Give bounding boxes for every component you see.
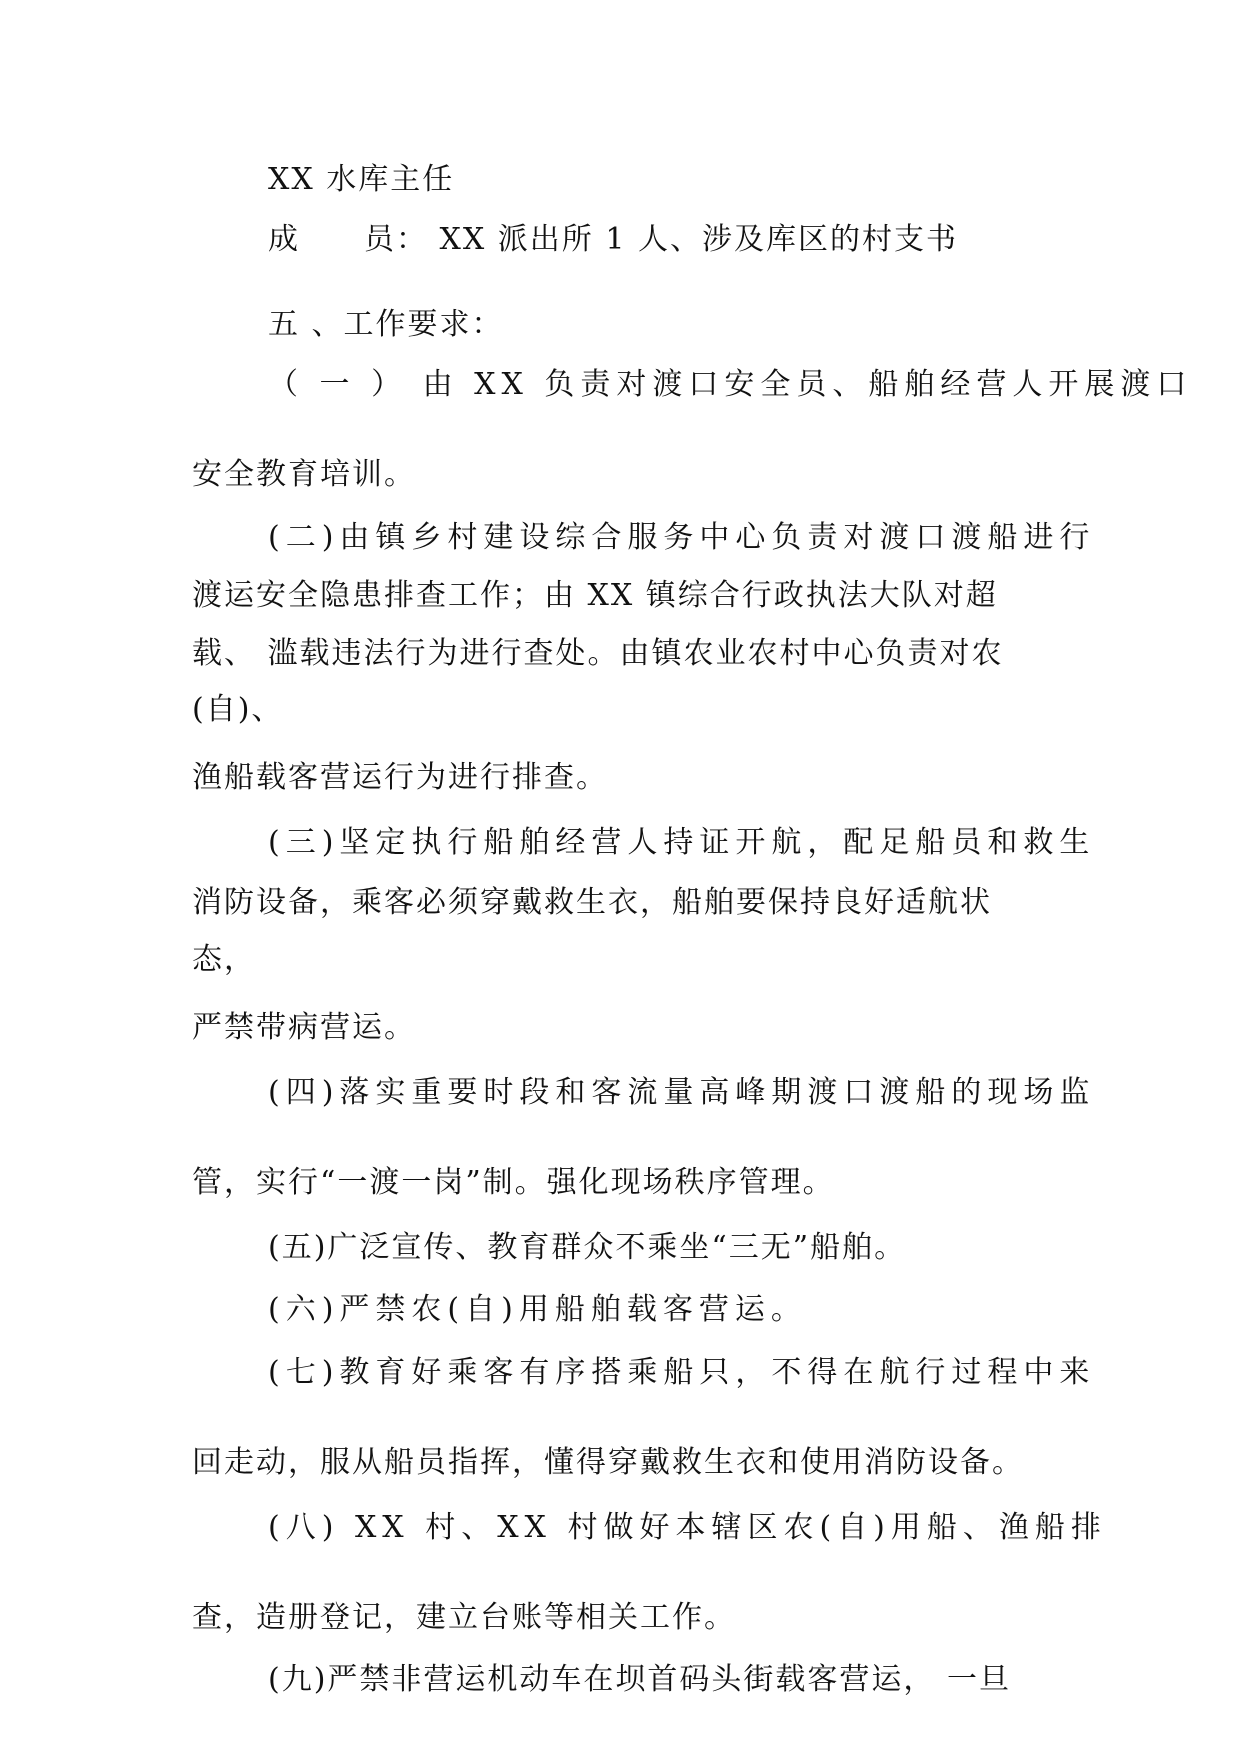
text-line: 载、 滥载违法行为进行查处。由镇农业农村中心负责对农 [192, 636, 1004, 671]
text-line: (三)坚定执行船舶经营人持证开航，配足船员和救生 [268, 825, 1096, 860]
text-line: (五)广泛宣传、教育群众不乘坐“三无”船舶。 [268, 1230, 907, 1265]
text-line: (八) XX 村、XX 村做好本辖区农(自)用船、渔船排 [268, 1510, 1107, 1545]
text-line: (七)教育好乘客有序搭乘船只，不得在航行过程中来 [268, 1355, 1096, 1390]
text-line: (自)、 [192, 692, 284, 727]
text-line: XX 水库主任 [268, 162, 455, 197]
text-line: (二)由镇乡村建设综合服务中心负责对渡口渡船进行 [268, 520, 1096, 555]
text-line: (九)严禁非营运机动车在坝首码头街载客营运， 一旦 [268, 1662, 1011, 1697]
text-line: 严禁带病营运。 [192, 1010, 416, 1045]
text-line: 查，造册登记，建立台账等相关工作。 [192, 1600, 736, 1635]
text-line: 安全教育培训。 [192, 457, 416, 492]
text-line: (六)严禁农(自)用船舶载客营运。 [268, 1292, 807, 1327]
text-line: （ 一 ） 由 XX 负责对渡口安全员、船舶经营人开展渡口 [268, 367, 1193, 402]
text-line: (四)落实重要时段和客流量高峰期渡口渡船的现场监 [268, 1075, 1096, 1110]
section-heading: 五 、工作要求： [268, 307, 504, 342]
text-line: 消防设备，乘客必须穿戴救生衣，船舶要保持良好适航状 [192, 885, 992, 920]
text-line: 成 员： XX 派出所 1 人、涉及库区的村支书 [268, 222, 958, 257]
text-line: 管，实行“一渡一岗”制。强化现场秩序管理。 [192, 1165, 835, 1200]
text-line: 回走动，服从船员指挥，懂得穿戴救生衣和使用消防设备。 [192, 1445, 1024, 1480]
text-line: 态， [192, 942, 256, 977]
text-line: 渡运安全隐患排查工作；由 XX 镇综合行政执法大队对超 [192, 578, 998, 613]
text-line: 渔船载客营运行为进行排查。 [192, 760, 608, 795]
